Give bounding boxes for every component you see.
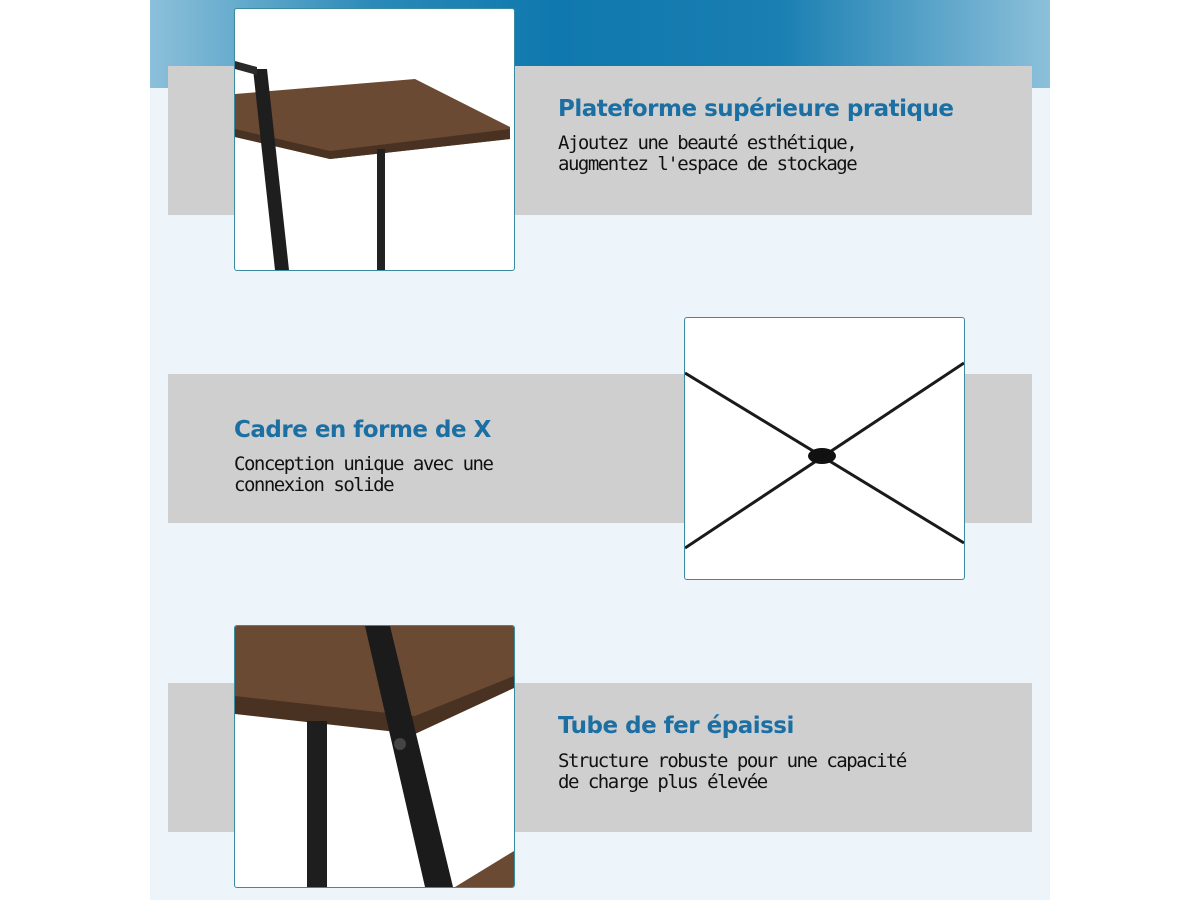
feature-2-title: Cadre en forme de X bbox=[234, 417, 491, 443]
x-frame-photo bbox=[684, 317, 965, 580]
feature-2-line-2: connexion solide bbox=[234, 474, 394, 496]
feature-2-description bbox=[234, 454, 492, 496]
feature-1-description bbox=[558, 133, 856, 175]
iron-tube-photo bbox=[234, 625, 515, 888]
feature-1-line-1: Ajoutez une beauté esthétique, bbox=[558, 132, 857, 154]
top-platform-photo bbox=[234, 8, 515, 271]
feature-3-title: Tube de fer épaissi bbox=[558, 713, 794, 739]
product-feature-panel bbox=[150, 0, 1050, 900]
feature-1-line-2: augmentez l'espace de stockage bbox=[558, 153, 857, 175]
feature-2-line-1: Conception unique avec une bbox=[234, 453, 493, 475]
feature-3-line-2: de charge plus élevée bbox=[558, 771, 767, 793]
feature-1-title: Plateforme supérieure pratique bbox=[558, 96, 954, 122]
feature-3-description bbox=[558, 751, 906, 793]
feature-3-line-1: Structure robuste pour une capacité bbox=[558, 750, 906, 772]
